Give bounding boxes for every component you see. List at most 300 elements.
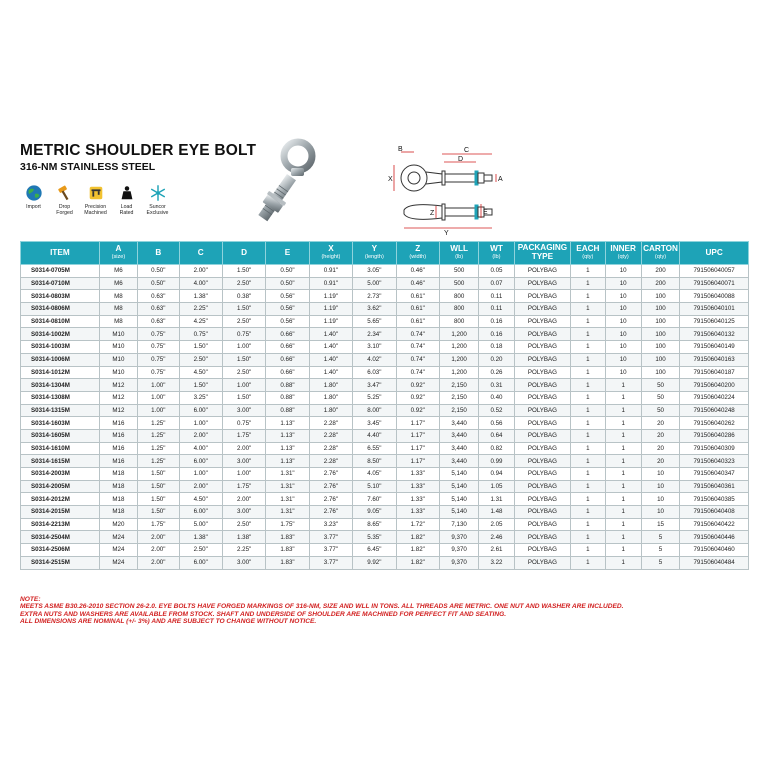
table-body bbox=[21, 265, 749, 570]
item-number-cell: S0314-2012M bbox=[21, 493, 100, 506]
feature-import bbox=[20, 184, 47, 217]
table-cell: 20 bbox=[641, 455, 679, 468]
table-cell: 1 bbox=[605, 404, 641, 417]
table-cell: 3.00" bbox=[222, 404, 265, 417]
table-cell: 1.25" bbox=[138, 455, 179, 468]
table-cell: 0.94 bbox=[479, 468, 514, 481]
table-cell: 0.56" bbox=[266, 315, 309, 328]
table-cell: POLYBAG bbox=[514, 506, 571, 519]
table-cell: M18 bbox=[99, 493, 137, 506]
table-cell: 15 bbox=[641, 518, 679, 531]
table-cell: 1.82" bbox=[396, 544, 439, 557]
table-cell: 2.76" bbox=[309, 480, 352, 493]
item-number-cell: S0314-1012M bbox=[21, 366, 100, 379]
page-subtitle: 316-NM STAINLESS STEEL bbox=[20, 161, 156, 173]
table-cell: 1 bbox=[605, 379, 641, 392]
table-cell: 791506040187 bbox=[680, 366, 749, 379]
table-cell: 791506040125 bbox=[680, 315, 749, 328]
table-cell: 3.22 bbox=[479, 556, 514, 569]
table-cell: 10 bbox=[605, 315, 641, 328]
table-cell: 2.76" bbox=[309, 493, 352, 506]
feature-label-2: Exclusive bbox=[146, 210, 169, 217]
table-cell: POLYBAG bbox=[514, 518, 571, 531]
table-cell: 1.17" bbox=[396, 442, 439, 455]
table-cell: POLYBAG bbox=[514, 341, 571, 354]
table-cell: 9.05" bbox=[353, 506, 396, 519]
table-cell: 3.62" bbox=[353, 303, 396, 316]
table-cell: 1.50" bbox=[138, 480, 179, 493]
table-cell: POLYBAG bbox=[514, 315, 571, 328]
table-cell: 3,440 bbox=[439, 442, 478, 455]
table-cell: 0.75" bbox=[222, 417, 265, 430]
item-number-cell: S0314-1610M bbox=[21, 442, 100, 455]
weight-icon bbox=[118, 184, 136, 202]
table-cell: 1.17" bbox=[396, 429, 439, 442]
table-cell: 1 bbox=[571, 341, 605, 354]
table-cell: 1 bbox=[571, 277, 605, 290]
table-cell: 0.74" bbox=[396, 366, 439, 379]
table-cell: M12 bbox=[99, 379, 137, 392]
table-row bbox=[21, 265, 749, 278]
table-cell: 0.26 bbox=[479, 366, 514, 379]
table-cell: M16 bbox=[99, 429, 137, 442]
table-cell: 0.92" bbox=[396, 404, 439, 417]
table-cell: 6.00" bbox=[179, 404, 222, 417]
column-header-label: WT bbox=[490, 244, 503, 254]
table-cell: 0.46" bbox=[396, 265, 439, 278]
column-header-label: C bbox=[197, 247, 204, 257]
table-cell: 791506040385 bbox=[680, 493, 749, 506]
table-cell: 800 bbox=[439, 303, 478, 316]
table-cell: 3.00" bbox=[222, 556, 265, 569]
table-cell: 1 bbox=[571, 303, 605, 316]
table-cell: 1 bbox=[605, 455, 641, 468]
item-number-cell: S0314-0705M bbox=[21, 265, 100, 278]
table-cell: 0.18 bbox=[479, 341, 514, 354]
table-cell: 1 bbox=[571, 429, 605, 442]
table-row bbox=[21, 290, 749, 303]
table-cell: 791506040200 bbox=[680, 379, 749, 392]
item-number-cell: S0314-2213M bbox=[21, 518, 100, 531]
column-header-label: UPC bbox=[705, 247, 723, 257]
table-cell: 20 bbox=[641, 442, 679, 455]
table-cell: 1 bbox=[605, 442, 641, 455]
table-cell: M12 bbox=[99, 404, 137, 417]
table-cell: 1 bbox=[571, 366, 605, 379]
item-number-cell: S0314-2015M bbox=[21, 506, 100, 519]
table-cell: 1.13" bbox=[266, 442, 309, 455]
dim-label-y: Y bbox=[444, 230, 449, 236]
table-cell: 2.00" bbox=[138, 556, 179, 569]
table-cell: 3.77" bbox=[309, 544, 352, 557]
table-cell: POLYBAG bbox=[514, 277, 571, 290]
table-cell: 8.00" bbox=[353, 404, 396, 417]
table-cell: M24 bbox=[99, 531, 137, 544]
table-cell: 100 bbox=[641, 328, 679, 341]
table-cell: M16 bbox=[99, 417, 137, 430]
table-cell: 5 bbox=[641, 556, 679, 569]
table-cell: 3.25" bbox=[179, 391, 222, 404]
table-cell: 791506040323 bbox=[680, 455, 749, 468]
table-cell: 1,200 bbox=[439, 328, 478, 341]
item-number-cell: S0314-1315M bbox=[21, 404, 100, 417]
table-cell: M8 bbox=[99, 290, 137, 303]
column-header-unit: (height) bbox=[321, 254, 341, 261]
table-cell: 100 bbox=[641, 315, 679, 328]
table-cell: 100 bbox=[641, 341, 679, 354]
table-cell: 1.25" bbox=[138, 429, 179, 442]
table-cell: 4.00" bbox=[179, 277, 222, 290]
table-cell: 1.50" bbox=[138, 493, 179, 506]
feature-label: Load bbox=[120, 204, 133, 210]
table-cell: 1.31" bbox=[266, 480, 309, 493]
item-number-cell: S0314-0803M bbox=[21, 290, 100, 303]
item-number-cell: S0314-2506M bbox=[21, 544, 100, 557]
table-cell: 5,140 bbox=[439, 480, 478, 493]
table-cell: 1.33" bbox=[396, 506, 439, 519]
table-cell: 1.31" bbox=[266, 493, 309, 506]
table-cell: 5,140 bbox=[439, 506, 478, 519]
table-cell: 10 bbox=[641, 480, 679, 493]
table-cell: 100 bbox=[641, 290, 679, 303]
item-number-cell: S0314-1006M bbox=[21, 353, 100, 366]
table-cell: 1.50" bbox=[179, 341, 222, 354]
hammer-icon bbox=[56, 184, 74, 202]
table-cell: 791506040057 bbox=[680, 265, 749, 278]
column-header bbox=[266, 242, 309, 265]
table-cell: 1 bbox=[605, 544, 641, 557]
column-header-label: A bbox=[115, 244, 122, 254]
table-cell: 6.45" bbox=[353, 544, 396, 557]
table-cell: 0.75" bbox=[179, 328, 222, 341]
table-cell: 1 bbox=[605, 480, 641, 493]
table-cell: 1 bbox=[571, 379, 605, 392]
table-cell: 791506040248 bbox=[680, 404, 749, 417]
table-cell: 1.31 bbox=[479, 493, 514, 506]
table-cell: 2,150 bbox=[439, 404, 478, 417]
column-header-label: EACH bbox=[576, 244, 600, 254]
table-cell: 2.28" bbox=[309, 442, 352, 455]
column-header-label: CARTON bbox=[643, 244, 678, 254]
table-cell: 0.50" bbox=[138, 265, 179, 278]
table-cell: 791506040262 bbox=[680, 417, 749, 430]
table-cell: 0.74" bbox=[396, 328, 439, 341]
table-cell: 9,370 bbox=[439, 544, 478, 557]
table-cell: 200 bbox=[641, 265, 679, 278]
table-cell: POLYBAG bbox=[514, 303, 571, 316]
dim-label-d: D bbox=[458, 156, 464, 163]
table-cell: 5.25" bbox=[353, 391, 396, 404]
table-cell: 1 bbox=[571, 315, 605, 328]
table-cell: M10 bbox=[99, 353, 137, 366]
table-cell: 9,370 bbox=[439, 556, 478, 569]
table-cell: POLYBAG bbox=[514, 265, 571, 278]
table-cell: 3.00" bbox=[222, 455, 265, 468]
table-cell: 800 bbox=[439, 315, 478, 328]
table-cell: M18 bbox=[99, 506, 137, 519]
table-cell: 1.50" bbox=[138, 506, 179, 519]
table-cell: POLYBAG bbox=[514, 531, 571, 544]
table-cell: 0.56 bbox=[479, 417, 514, 430]
table-cell: 5,140 bbox=[439, 493, 478, 506]
table-cell: 50 bbox=[641, 379, 679, 392]
table-cell: POLYBAG bbox=[514, 442, 571, 455]
table-cell: 1.31" bbox=[266, 468, 309, 481]
table-cell: 1.50" bbox=[179, 379, 222, 392]
column-header-label: Y bbox=[371, 244, 378, 254]
table-cell: 0.63" bbox=[138, 303, 179, 316]
column-header bbox=[571, 242, 605, 265]
table-row bbox=[21, 366, 749, 379]
table-cell: 10 bbox=[605, 328, 641, 341]
table-cell: 1.50" bbox=[222, 353, 265, 366]
table-cell: 2.05 bbox=[479, 518, 514, 531]
table-cell: M18 bbox=[99, 480, 137, 493]
table-cell: 0.64 bbox=[479, 429, 514, 442]
table-cell: 1.75" bbox=[222, 480, 265, 493]
table-cell: 0.40 bbox=[479, 391, 514, 404]
table-cell: 791506040460 bbox=[680, 544, 749, 557]
table-cell: 1 bbox=[571, 404, 605, 417]
table-cell: 1.75" bbox=[266, 518, 309, 531]
table-cell: 1 bbox=[571, 290, 605, 303]
table-cell: POLYBAG bbox=[514, 290, 571, 303]
table-row bbox=[21, 506, 749, 519]
dim-label-a: A bbox=[498, 176, 503, 183]
table-cell: 5 bbox=[641, 544, 679, 557]
table-cell: 1.00" bbox=[179, 468, 222, 481]
feature-suncor-exclusive bbox=[144, 184, 171, 217]
table-cell: 1.31" bbox=[266, 506, 309, 519]
column-header-unit: (size) bbox=[111, 254, 126, 261]
table-row bbox=[21, 277, 749, 290]
table-cell: POLYBAG bbox=[514, 328, 571, 341]
item-number-cell: S0314-1304M bbox=[21, 379, 100, 392]
table-cell: 0.88" bbox=[266, 379, 309, 392]
table-cell: 1 bbox=[605, 493, 641, 506]
table-cell: 10 bbox=[641, 506, 679, 519]
feature-label: Suncor bbox=[149, 204, 166, 210]
column-header-label: E bbox=[284, 247, 291, 257]
table-cell: POLYBAG bbox=[514, 544, 571, 557]
column-header bbox=[353, 242, 396, 265]
table-cell: 4.05" bbox=[353, 468, 396, 481]
table-cell: 6.00" bbox=[179, 506, 222, 519]
table-cell: 1.50" bbox=[222, 391, 265, 404]
table-cell: 1.80" bbox=[309, 379, 352, 392]
feature-label-2: Machined bbox=[84, 210, 107, 217]
feature-label: Drop bbox=[58, 204, 71, 210]
column-header bbox=[514, 242, 571, 265]
dim-label-b: B bbox=[398, 146, 403, 153]
table-cell: 100 bbox=[641, 366, 679, 379]
table-row bbox=[21, 391, 749, 404]
table-cell: 2.50" bbox=[179, 544, 222, 557]
table-cell: 2,150 bbox=[439, 379, 478, 392]
note-line: ALL DIMENSIONS ARE NOMINAL (+/- 3%) AND ARE SUBJECT TO CHANGE WITHOUT NOTICE. bbox=[20, 618, 317, 626]
item-number-cell: S0314-2504M bbox=[21, 531, 100, 544]
table-cell: 0.61" bbox=[396, 315, 439, 328]
column-header-label: INNER bbox=[610, 244, 636, 254]
table-cell: 1.80" bbox=[309, 391, 352, 404]
table-cell: 20 bbox=[641, 429, 679, 442]
table-cell: 10 bbox=[605, 277, 641, 290]
column-header bbox=[21, 242, 100, 265]
table-cell: POLYBAG bbox=[514, 468, 571, 481]
table-cell: 0.99 bbox=[479, 455, 514, 468]
table-row bbox=[21, 493, 749, 506]
eye-bolt-photo bbox=[236, 138, 328, 234]
table-cell: 0.74" bbox=[396, 341, 439, 354]
table-cell: 2.00" bbox=[222, 493, 265, 506]
table-cell: 2.76" bbox=[309, 506, 352, 519]
table-cell: 10 bbox=[605, 303, 641, 316]
table-cell: 3.45" bbox=[353, 417, 396, 430]
table-cell: 0.88" bbox=[266, 391, 309, 404]
feature-drop-forged bbox=[51, 184, 78, 217]
dimension-diagram bbox=[384, 140, 514, 236]
table-cell: 1 bbox=[605, 506, 641, 519]
column-header-label: WLL bbox=[450, 244, 468, 254]
table-cell: 50 bbox=[641, 391, 679, 404]
item-number-cell: S0314-1308M bbox=[21, 391, 100, 404]
table-cell: 0.63" bbox=[138, 315, 179, 328]
table-cell: 1 bbox=[571, 353, 605, 366]
table-cell: 0.61" bbox=[396, 290, 439, 303]
caliper-icon bbox=[87, 184, 105, 202]
table-cell: 0.11 bbox=[479, 303, 514, 316]
table-cell: 1.17" bbox=[396, 455, 439, 468]
table-cell: 4.40" bbox=[353, 429, 396, 442]
table-cell: M8 bbox=[99, 303, 137, 316]
table-cell: 0.74" bbox=[396, 353, 439, 366]
table-cell: 1.80" bbox=[309, 404, 352, 417]
item-number-cell: S0314-0810M bbox=[21, 315, 100, 328]
table-cell: 0.11 bbox=[479, 290, 514, 303]
notes-block bbox=[20, 596, 755, 626]
column-header-unit: (qty) bbox=[617, 254, 629, 261]
table-cell: 5.35" bbox=[353, 531, 396, 544]
feature-load-rated bbox=[113, 184, 140, 217]
table-cell: POLYBAG bbox=[514, 366, 571, 379]
table-cell: 10 bbox=[605, 366, 641, 379]
table-cell: 2.76" bbox=[309, 468, 352, 481]
table-cell: 3.10" bbox=[353, 341, 396, 354]
table-cell: 8.50" bbox=[353, 455, 396, 468]
table-cell: 5.00" bbox=[179, 518, 222, 531]
note-line: MEETS ASME B30.26-2010 SECTION 26-2.0. EYE BOLTS HAVE FORGED MARKINGS OF 316-NM, SIZE AND WLL IN TONS. ALL THREADS ARE METRIC. ONE NUT AND WASHER ARE INCLUDED. bbox=[20, 603, 624, 611]
table-cell: 1 bbox=[571, 493, 605, 506]
dim-label-e: E bbox=[483, 209, 488, 216]
table-cell: 1.50" bbox=[138, 468, 179, 481]
table-row bbox=[21, 455, 749, 468]
table-cell: 0.52 bbox=[479, 404, 514, 417]
table-cell: 1.33" bbox=[396, 480, 439, 493]
table-cell: 1 bbox=[571, 442, 605, 455]
table-cell: 10 bbox=[605, 265, 641, 278]
table-row bbox=[21, 417, 749, 430]
feature-icons bbox=[20, 184, 171, 217]
table-cell: 1 bbox=[571, 544, 605, 557]
table-cell: 1.17" bbox=[396, 417, 439, 430]
column-header bbox=[179, 242, 222, 265]
table-row bbox=[21, 442, 749, 455]
table-cell: POLYBAG bbox=[514, 353, 571, 366]
table-cell: 2.25" bbox=[222, 544, 265, 557]
table-row bbox=[21, 404, 749, 417]
table-cell: 1 bbox=[571, 531, 605, 544]
table-cell: M24 bbox=[99, 544, 137, 557]
item-number-cell: S0314-2005M bbox=[21, 480, 100, 493]
page-title: METRIC SHOULDER EYE BOLT bbox=[20, 142, 257, 159]
table-cell: 1.38" bbox=[179, 290, 222, 303]
table-cell: 3.77" bbox=[309, 531, 352, 544]
table-cell: 2.50" bbox=[222, 277, 265, 290]
table-row bbox=[21, 315, 749, 328]
table-cell: 0.66" bbox=[266, 341, 309, 354]
table-cell: 1 bbox=[605, 531, 641, 544]
table-cell: 1.13" bbox=[266, 455, 309, 468]
table-cell: 3.00" bbox=[222, 506, 265, 519]
table-row bbox=[21, 328, 749, 341]
table-cell: 791506040286 bbox=[680, 429, 749, 442]
table-cell: 8.65" bbox=[353, 518, 396, 531]
table-cell: 1.13" bbox=[266, 429, 309, 442]
table-cell: 1.25" bbox=[138, 442, 179, 455]
table-cell: 791506040309 bbox=[680, 442, 749, 455]
table-cell: 1.83" bbox=[266, 531, 309, 544]
table-cell: 791506040149 bbox=[680, 341, 749, 354]
table-cell: 100 bbox=[641, 303, 679, 316]
column-header bbox=[479, 242, 514, 265]
table-cell: 2.34" bbox=[353, 328, 396, 341]
table-cell: 50 bbox=[641, 404, 679, 417]
table-cell: 2.28" bbox=[309, 429, 352, 442]
dim-label-c: C bbox=[464, 147, 470, 154]
table-cell: 1.00" bbox=[222, 379, 265, 392]
table-cell: 9,370 bbox=[439, 531, 478, 544]
table-cell: 1.33" bbox=[396, 493, 439, 506]
table-cell: 0.56" bbox=[266, 290, 309, 303]
table-cell: POLYBAG bbox=[514, 429, 571, 442]
table-cell: 1.40" bbox=[309, 353, 352, 366]
table-cell: 2.25" bbox=[179, 303, 222, 316]
table-cell: 0.92" bbox=[396, 379, 439, 392]
table-cell: POLYBAG bbox=[514, 417, 571, 430]
table-cell: M8 bbox=[99, 315, 137, 328]
table-cell: 2.50" bbox=[222, 366, 265, 379]
table-cell: 100 bbox=[641, 353, 679, 366]
table-cell: 0.16 bbox=[479, 328, 514, 341]
item-number-cell: S0314-1615M bbox=[21, 455, 100, 468]
table-cell: POLYBAG bbox=[514, 379, 571, 392]
table-cell: 2,150 bbox=[439, 391, 478, 404]
table-cell: M6 bbox=[99, 265, 137, 278]
table-cell: 3,440 bbox=[439, 429, 478, 442]
table-row bbox=[21, 303, 749, 316]
table-cell: 0.50" bbox=[266, 277, 309, 290]
table-cell: 791506040422 bbox=[680, 518, 749, 531]
table-cell: 1 bbox=[605, 468, 641, 481]
table-cell: 3,440 bbox=[439, 455, 478, 468]
table-cell: M10 bbox=[99, 328, 137, 341]
table-cell: 0.16 bbox=[479, 315, 514, 328]
table-cell: 1 bbox=[571, 328, 605, 341]
table-cell: 791506040347 bbox=[680, 468, 749, 481]
table-cell: 5.10" bbox=[353, 480, 396, 493]
table-cell: 2.28" bbox=[309, 455, 352, 468]
feature-precision-machined bbox=[82, 184, 109, 217]
